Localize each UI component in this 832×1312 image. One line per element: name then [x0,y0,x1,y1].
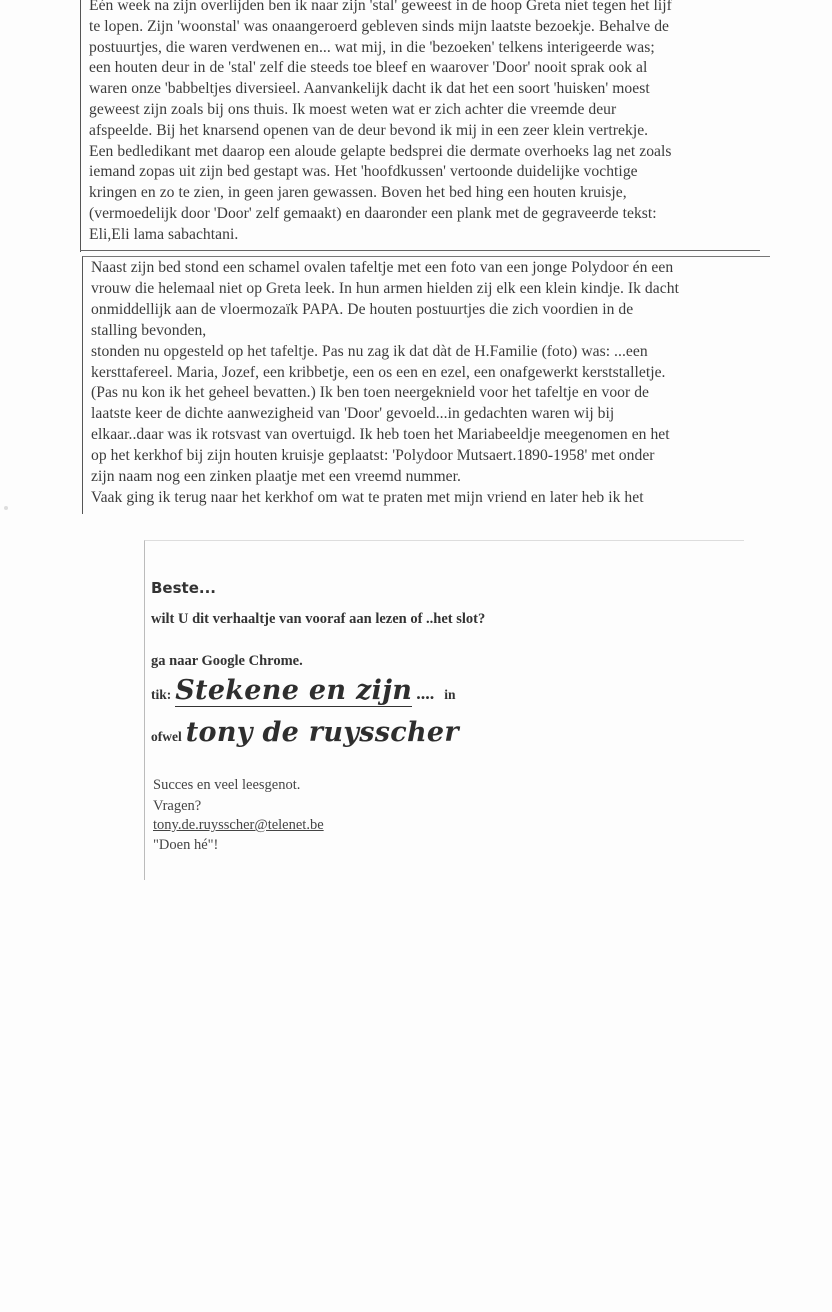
note-question: wilt U dit verhaaltje van vooraf aan lezen of ..het slot? [151,611,486,627]
text-line: onmiddellijk aan de vloermozaïk PAPA. De houten postuurtjes die zich voordien in de [91,300,634,318]
text-line: op het kerkhof bij zijn houten kruisje geplaatst: 'Polydoor Mutsaert.1890-1958' met onder [91,447,655,465]
email-link[interactable]: tony.de.ruysscher@telenet.be [153,817,324,833]
text-line: Vaak ging ik terug naar het kerkhof om wat te praten met mijn vriend en later heb ik het [91,488,644,506]
text-line: zijn naam nog een zinken plaatje met een vreemd nummer. [91,468,461,486]
text-line: Eén week na zijn overlijden ben ik naar zijn 'stal' geweest in de hoop Greta niet tegen het lijf [89,0,672,14]
divider-line [80,250,760,251]
search-term-author: tony de ruysscher [185,717,459,748]
text-line: Eli,Eli lama sabachtani. [89,225,239,243]
scan-speck [4,506,8,510]
tik-label: tik: [151,687,172,702]
text-line: geweest zijn zoals bij ons thuis. Ik moest weten wat er zich achter die vreemde deur [89,100,617,118]
ofwel-label: ofwel [151,729,182,744]
story-block-bottom [82,256,770,514]
text-line: Naast zijn bed stond een schamel ovalen tafeltje met een foto van een jonge Polydoor én een [91,259,674,276]
note-greeting: Beste... [151,579,216,597]
text-line: stalling bevonden, [91,321,207,339]
text-line: waren onze 'babbeltjes diversieel. Aanvankelijk dacht ik dat het een soort 'huisken' moest [89,80,650,98]
text-line: kringen en zo te zien, in geen jaren gewassen. Boven het bed hing een houten kruisje, [89,184,627,202]
text-line: een houten deur in de 'stal' zelf die steeds toe bleef en waarover 'Door' nooit sprak ook al [89,59,648,77]
text-line: vrouw die helemaal niet op Greta leek. In hun armen hielden zij elk een klein kindje. Ik dacht [91,279,679,297]
search-term-title: Stekene en zijn [175,675,413,706]
text-line: iemand zopas uit zijn bed gestapt was. Het 'hoofdkussen' vertoonde duidelijke vochtige [89,163,638,181]
text-line: laatste keer de dichte aanwezigheid van 'Door' gevoeld...in gedachten waren wij bij [91,405,615,423]
ofwel-row [151,717,459,748]
tik-in: in [444,687,456,702]
text-line: afspeelde. Bij het knarsend openen van de deur bevond ik mij in een zeer klein vertrekje. [89,121,649,139]
note-success: Succes en veel leesgenot. [153,777,301,793]
note-closing: "Doen hé"! [153,837,219,853]
text-line: elkaar..daar was ik rotsvast van overtuigd. Ik heb toen het Mariabeeldje meegenomen en het [91,426,670,444]
note-instruction: ga naar Google Chrome. [151,653,303,669]
note-questions: Vragen? [153,798,202,814]
tik-row [151,675,455,706]
text-line: te lopen. Zijn 'woonstal' was onaangeroerd gebleven sinds mijn laatste bezoekje. Behalve de [89,17,670,35]
story-block-top [80,0,766,252]
text-line: kersttafereel. Maria, Jozef, een kribbetje, een os een en ezel, een onafgewerkt kerststalletje. [91,363,666,381]
ellipsis: .... [416,683,435,703]
text-line: stonden nu opgesteld op het tafeltje. Pas nu zag ik dat dàt de H.Familie (foto) was: ...een [91,342,648,360]
text-line: (vermoedelijk door 'Door' zelf gemaakt) en daaronder een plank met de gegraveerde tekst: [89,204,657,222]
text-line: postuurtjes, die waren verdwenen en... wat mij, in die 'bezoeken' telkens interigeerde was; [89,38,655,56]
text-line: Een bedledikant met daarop een aloude gelapte bedsprei die dermate overhoeks lag net zoals [89,142,672,160]
text-line: (Pas nu kon ik het geheel bevatten.) Ik ben toen neergeknield voor het tafeltje en voor de [91,384,650,402]
reader-note [144,540,744,880]
